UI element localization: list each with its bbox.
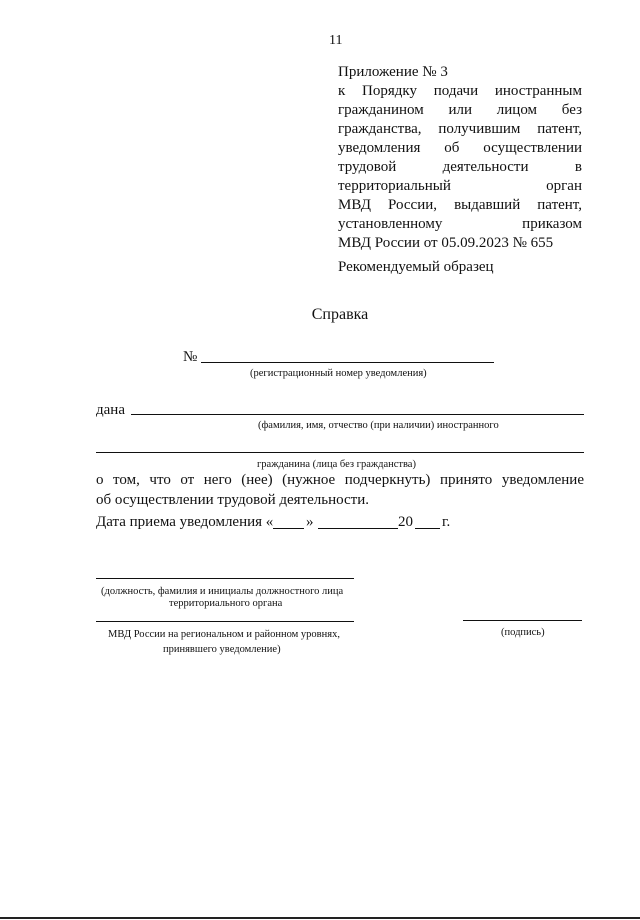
- appendix-line-1: Приложение № 3: [338, 64, 448, 80]
- issued-to-label: дана: [96, 402, 125, 418]
- date-close-quote: »: [306, 514, 314, 530]
- appendix-block: [338, 63, 582, 253]
- recommended-sample-label: Рекомендуемый образец: [338, 259, 494, 275]
- official-caption-line-2: территориального органа: [169, 598, 283, 609]
- date-year-suffix: г.: [442, 514, 451, 530]
- date-day-line[interactable]: [273, 528, 304, 529]
- official-caption-line-1: (должность, фамилия и инициалы должностного лица: [101, 586, 344, 597]
- document-title: Справка: [311, 306, 369, 323]
- number-field-line[interactable]: [201, 362, 494, 363]
- appendix-line-2: к Порядку подачи иностранным: [338, 83, 582, 99]
- citizen-caption: гражданина (лица без гражданства): [257, 459, 416, 470]
- number-caption: (регистрационный номер уведомления): [250, 368, 427, 379]
- appendix-line-7: территориальный орган: [338, 178, 582, 194]
- name-field-line-2[interactable]: [96, 452, 584, 453]
- appendix-line-4: гражданства, получившим патент,: [338, 121, 582, 137]
- official-field-line-2[interactable]: [96, 621, 354, 622]
- appendix-line-3: гражданином или лицом без: [338, 102, 582, 118]
- signature-field-line[interactable]: [463, 620, 582, 621]
- name-field-line[interactable]: [131, 414, 584, 415]
- page-number: 11: [329, 33, 343, 48]
- official-caption-line-4: принявшего уведомление): [163, 644, 281, 655]
- number-label: №: [183, 349, 198, 365]
- page-bottom-edge: [0, 917, 640, 919]
- official-field-line[interactable]: [96, 578, 354, 579]
- date-year-line[interactable]: [415, 528, 440, 529]
- body-line-2: об осуществлении трудовой деятельности.: [96, 492, 369, 508]
- name-caption: (фамилия, имя, отчество (при наличии) иностранного: [258, 420, 499, 431]
- signature-caption: (подпись): [501, 627, 545, 638]
- date-month-line[interactable]: [318, 528, 398, 529]
- official-caption-line-3: МВД России на региональном и районном уровнях,: [108, 629, 340, 640]
- appendix-line-10: МВД России от 05.09.2023 № 655: [338, 235, 554, 251]
- body-line-1: о том, что от него (нее) (нужное подчеркнуть) принято уведомление: [96, 472, 584, 488]
- appendix-line-5: уведомления об осуществлении: [338, 140, 582, 156]
- appendix-line-9: установленному приказом: [338, 216, 582, 232]
- appendix-line-8: МВД России, выдавший патент,: [338, 197, 582, 213]
- date-label: Дата приема уведомления «: [96, 514, 274, 530]
- appendix-line-6: трудовой деятельности в: [338, 159, 582, 175]
- date-year-prefix: 20: [398, 514, 413, 530]
